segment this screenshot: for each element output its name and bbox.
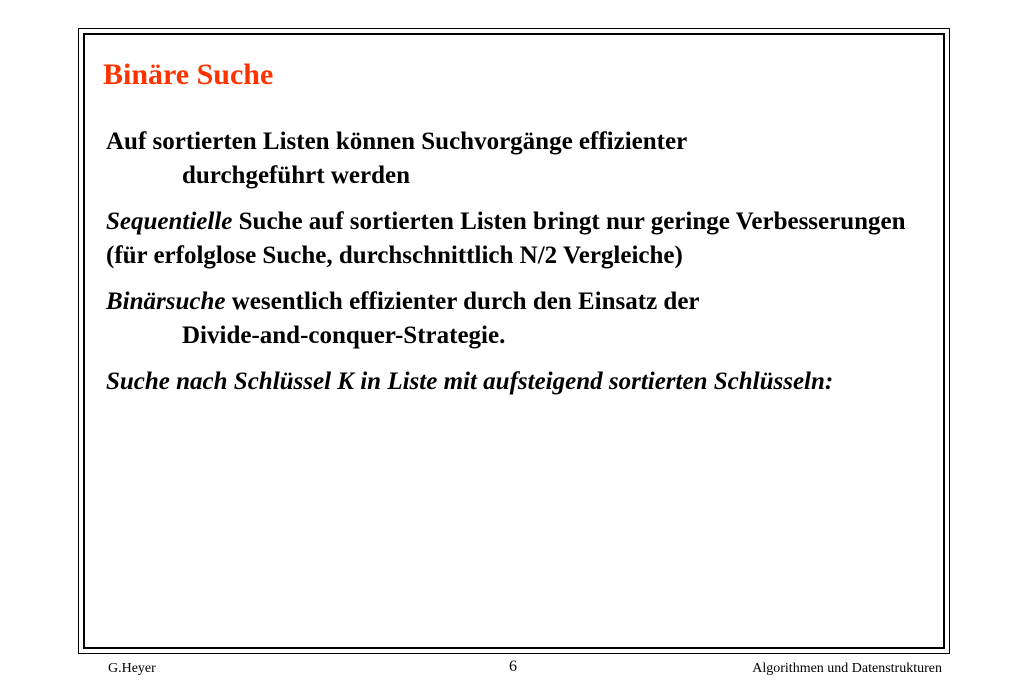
slide-title: Binäre Suche xyxy=(103,58,274,91)
paragraph-sorted-lists xyxy=(106,125,916,193)
paragraph-binary-search-line2: Divide-and-conquer-Strategie. xyxy=(182,322,506,349)
paragraph-search-key-text: Suche nach Schlüssel K in Liste mit aufsteigend sortierten Schlüsseln: xyxy=(106,368,834,395)
footer-course: Algorithmen und Datenstrukturen xyxy=(752,661,942,676)
footer-author: G.Heyer xyxy=(108,661,156,676)
slide-body xyxy=(106,125,916,411)
paragraph-sequential-search xyxy=(106,205,916,273)
paragraph-sorted-lists-line1: Auf sortierten Listen können Suchvorgänge effizienter xyxy=(106,128,688,155)
paragraph-binary-search xyxy=(106,285,916,353)
paragraph-sequential-search-text: Suche auf sortierten Listen bringt nur geringe Verbesserungen (für erfolglose Suche, durchschnittlich N/2 Vergleiche) xyxy=(106,208,906,269)
footer-page-number: 6 xyxy=(509,658,517,675)
paragraph-sorted-lists-line2: durchgeführt werden xyxy=(182,162,411,189)
paragraph-binary-search-line1: wesentlich effizienter durch den Einsatz der xyxy=(225,288,700,315)
paragraph-search-key xyxy=(106,365,916,399)
term-sequentielle: Sequentielle xyxy=(106,208,233,235)
term-binaersuche: Binärsuche xyxy=(106,288,226,315)
